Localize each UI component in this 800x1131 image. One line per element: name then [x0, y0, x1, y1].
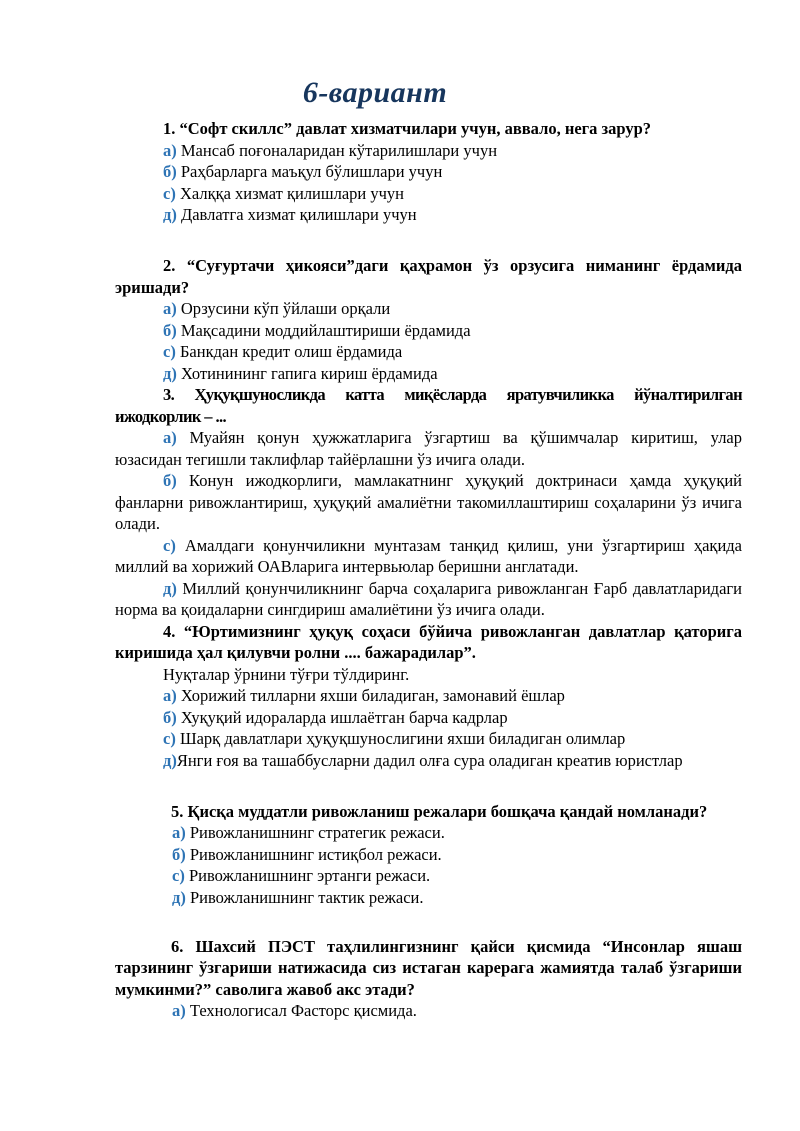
option-label: с)	[172, 866, 185, 885]
option-label: с)	[163, 535, 176, 555]
question-list	[115, 118, 742, 1022]
option-label: а)	[172, 823, 186, 842]
option-label: с)	[163, 183, 176, 203]
option-text: Давлатга хизмат қилишлари учун	[180, 205, 417, 224]
question-4-option-a	[115, 685, 742, 707]
question-3: 3. Ҳуқуқшуносликда катта миқёсларда яратувчиликка йўналтирилган ижодкорлик – ...	[115, 385, 742, 426]
page-title: 6-вариант	[302, 76, 448, 109]
question-2: 2. “Суғуртачи ҳикояси”даги қаҳрамон ўз орзусига нимaнинг ёрдамида эришади?	[115, 256, 742, 297]
question-1-option-a	[115, 140, 742, 162]
option-text: Янги ғоя ва ташаббусларни дадил олға сура оладиган креатив юристлар	[176, 750, 683, 770]
option-label: а)	[163, 428, 177, 447]
option-label: б)	[163, 707, 177, 727]
question-1-option-c	[115, 183, 742, 205]
option-text: Халққа хизмат қилишлари учун	[179, 183, 404, 203]
question-3-option-a	[115, 427, 742, 470]
question-2-option-c	[115, 341, 742, 363]
question-5-option-a	[115, 822, 742, 844]
option-text: Ривожланишнинг эртанги режаси.	[188, 866, 431, 885]
option-label: д)	[163, 363, 177, 383]
question-1-option-d	[115, 204, 742, 226]
option-label: д)	[163, 205, 177, 224]
option-label: а)	[163, 299, 177, 318]
option-text: Хорижий тилларни яхши биладиган, замонавий ёшлар	[180, 686, 565, 705]
option-text: Хуқуқий идораларда ишлаётган барча кадрлар	[180, 707, 508, 727]
question-3-option-b	[115, 470, 742, 535]
option-text: Технологисал Фасторс қисмида.	[189, 1001, 417, 1020]
question-4-option-d	[115, 750, 742, 772]
option-label: с)	[163, 729, 176, 748]
option-text: Орзусини кўп ўйлаши орқали	[180, 299, 391, 318]
option-text: Ривожланишнинг истиқбол режаси.	[189, 844, 442, 864]
question-1: 1. “Софт скиллс” давлат хизматчилари учун, аввало, нега зарур?	[163, 119, 652, 138]
question-2-option-b	[115, 320, 742, 342]
option-label: с)	[163, 342, 176, 361]
option-text: Конун ижодкорлиги, мамлакатнинг ҳуқуқий доктринаси ҳамда ҳуқуқий фанларни ривожлантириш, ҳуқуқий амалиётни такомиллаштириш соҳаларини ўз ичига олади.	[115, 471, 742, 533]
option-text: Мақсадини моддийлаштириши ёрдамида	[180, 320, 471, 340]
question-6: 6. Шахсий ПЭСТ таҳлилингизнинг қайси қисмида “Инсонлар яшаш тарзининг ўзгариши натижасида сиз истаган карерага жамиятда талаб ўзгариши мумкинми?” саволига жавоб акс этади?	[115, 936, 742, 999]
question-5-option-b	[115, 844, 742, 866]
option-text: Мансаб поғоналаридан кўтарилишлари учун	[180, 140, 498, 160]
option-label: а)	[172, 1001, 186, 1020]
question-5-option-d	[115, 887, 742, 909]
question-2-option-d	[115, 363, 742, 385]
option-text: Раҳбарларга маъқул бўлишлари учун	[180, 162, 443, 181]
option-text: Банкдан кредит олиш ёрдамида	[179, 342, 403, 361]
question-3-option-d	[115, 578, 742, 621]
option-label: а)	[163, 140, 177, 160]
option-text: Миллий қонунчиликнинг барча соҳаларига ривожланган Ғарб давлатларидаги норма ва қоидаларни сингдириш амалиётини ўз ичига олади.	[115, 578, 742, 619]
question-5: 5. Қисқа муддатли ривожланиш режалари бошқача қандай номланади?	[171, 801, 708, 821]
option-label: б)	[163, 320, 177, 340]
option-label: д)	[163, 578, 177, 598]
option-text: Шарқ давлатлари ҳуқуқшунослигини яхши биладиган олимлар	[179, 729, 626, 748]
option-label: а)	[163, 686, 177, 705]
option-text: Амалдаги қонунчиликни мунтазам танқид қилиш, уни ўзгартириш ҳақида миллий ва хорижий ОАВларига интервьюлар беришни англатади.	[115, 535, 742, 576]
question-4-option-b	[115, 707, 742, 729]
option-text: Ривожланишнинг стратегик режаси.	[189, 823, 445, 842]
question-4-instruction: Нуқталар ўрнини тўғри тўлдиринг.	[163, 664, 410, 684]
question-2-option-a	[115, 298, 742, 320]
question-4: 4. “Юртимизнинг ҳуқуқ соҳаси бўйича ривожланган давлатлар қаторига киришида ҳал қилувчи ролни .... бажарадилар”.	[115, 621, 742, 662]
option-label: д)	[172, 887, 186, 907]
question-3-option-c	[115, 535, 742, 578]
option-label: д)	[163, 750, 177, 770]
question-1-option-b	[115, 161, 742, 183]
option-text: Ривожланишнинг тактик режаси.	[189, 887, 424, 907]
option-text: Муайян қонун ҳужжатларига ўзгартиш ва қўшимчалар киритиш, улар юзасидан тегишли таклифлар тайёрлашни ўз ичига олади.	[115, 428, 743, 469]
question-4-option-c	[115, 728, 742, 750]
option-text: Хотинининг гапига кириш ёрдамида	[180, 363, 438, 383]
option-label: б)	[163, 162, 177, 181]
question-5-option-c	[115, 865, 742, 887]
question-6-option-a	[115, 1000, 742, 1022]
option-label: б)	[163, 471, 177, 490]
option-label: б)	[172, 844, 186, 864]
